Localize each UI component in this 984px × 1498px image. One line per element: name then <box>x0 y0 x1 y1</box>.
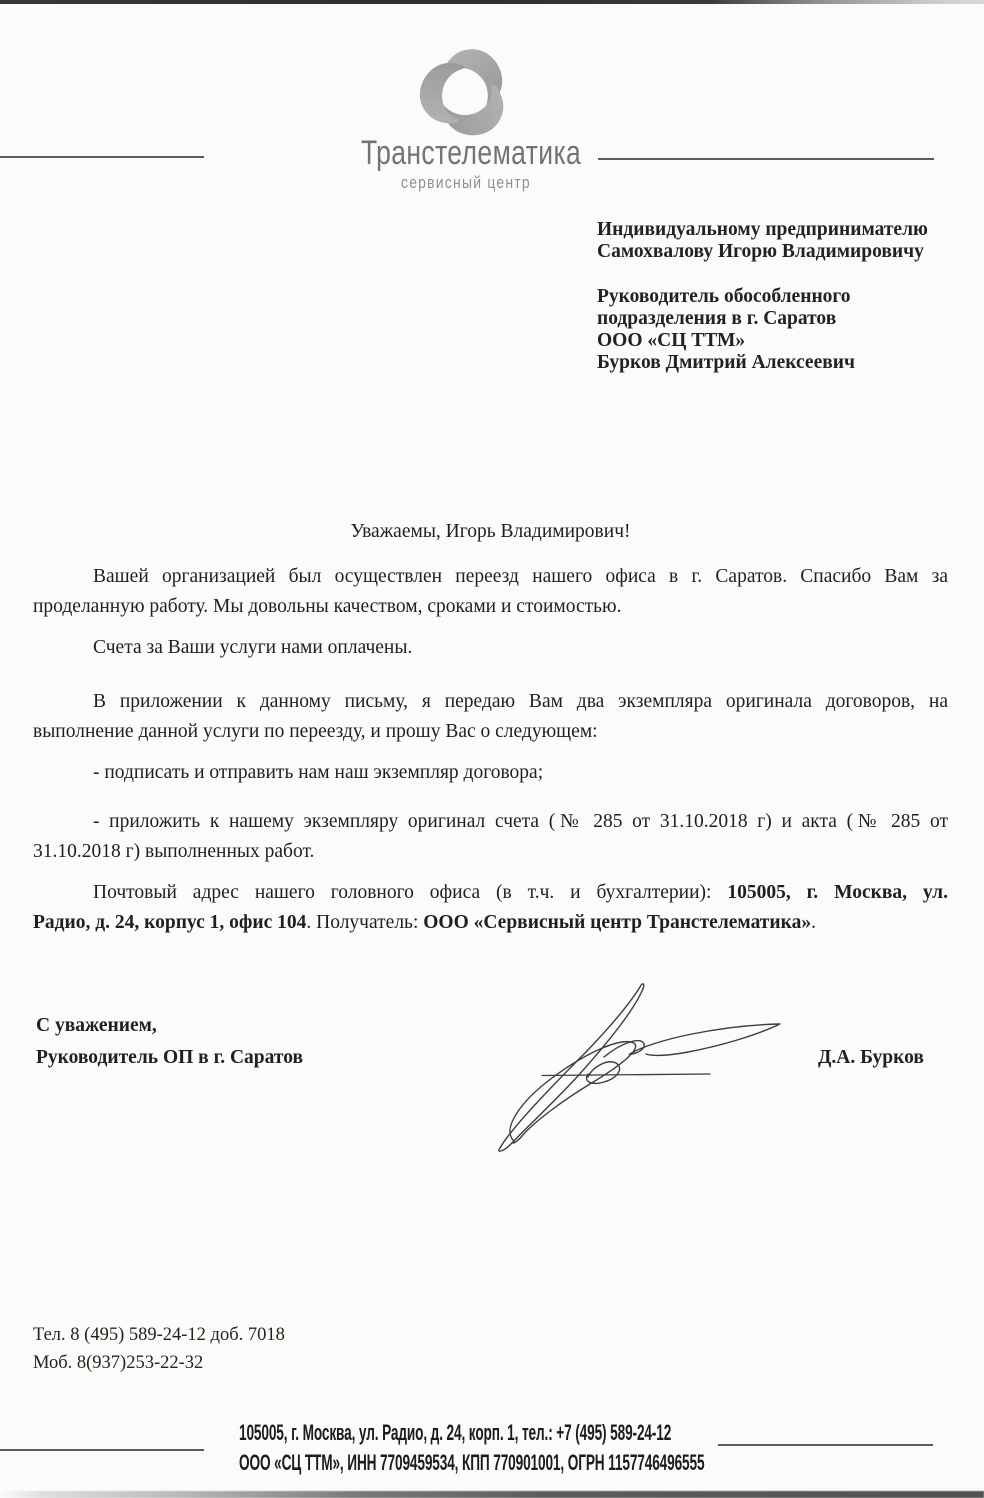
postal-recipient-label: . Получатель: <box>306 912 424 933</box>
paragraph-line: - подписать и отправить нам наш экземпляр договора; <box>93 762 544 783</box>
phone-line: Тел. 8 (495) 589-24-12 доб. 7018 <box>33 1325 285 1345</box>
scan-edge-top <box>0 0 984 4</box>
postal-intro: Почтовый адрес нашего головного офиса (в т.ч. и бухгалтерии): <box>93 882 728 903</box>
brand-name: Транстелематика <box>361 134 582 172</box>
recipient-line: подразделения в г. Саратов <box>597 308 837 329</box>
postal-address-bold: Радио, д. 24, корпус 1, офис 104 <box>33 912 307 933</box>
paragraph-line <box>33 908 948 938</box>
recipient-line: Самохвалову Игорю Владимировичу <box>597 241 924 262</box>
scan-edge-bottom <box>0 1491 984 1498</box>
header-rule-right <box>598 158 934 160</box>
footer-rule-right <box>718 1444 933 1446</box>
footer-requisites <box>239 1418 705 1478</box>
paragraph-line: - приложить к нашему экземпляру оригинал счета (№ 285 от 31.10.2018 г) и акта (№ 285 от <box>93 811 948 832</box>
recipient-line: Индивидуальному предпринимателю <box>597 219 928 240</box>
recipient-line: Бурков Дмитрий Алексеевич <box>597 352 855 373</box>
paragraph-line: В приложении к данному письму, я передаю Вам два экземпляра оригинала договоров, на <box>93 691 948 712</box>
salutation: Уважаемы, Игорь Владимирович! <box>350 521 631 542</box>
paragraph-line: выполнение данной услуги по переезду, и прошу Вас о следующем: <box>33 721 598 742</box>
footer-rule-left <box>0 1449 204 1451</box>
recipient-line: Руководитель обособленного <box>597 286 851 307</box>
recipient-block <box>597 219 949 374</box>
paragraph-line: 31.10.2018 г) выполненных работ. <box>33 841 315 862</box>
brand-logo-icon <box>418 44 512 138</box>
postal-recipient-bold: ООО «Сервисный центр Транстелематика» <box>423 912 812 933</box>
footer-company-line: ООО «СЦ ТТМ», ИНН 7709459534, КПП 770901001, ОГРН 1157746496555 <box>239 1450 705 1475</box>
brand-subtitle: сервисный центр <box>401 173 531 192</box>
list-item-sign-contract <box>33 758 948 788</box>
paragraph-line: Счета за Ваши услуги нами оплачены. <box>93 637 413 658</box>
list-item-attach-originals <box>33 807 948 867</box>
paragraph-thanks <box>33 562 948 622</box>
contact-block <box>33 1321 285 1377</box>
paragraph-attachments <box>33 687 948 747</box>
mobile-line: Моб. 8(937)253-22-32 <box>33 1353 204 1373</box>
closing-regards: С уважением, <box>36 1015 157 1036</box>
paragraph-postal-address <box>33 878 948 938</box>
signer-name: Д.А. Бурков <box>818 1047 924 1068</box>
paragraph-line: проделанную работу. Мы довольны качеством, сроками и стоимостью. <box>33 596 622 617</box>
header-rule-left <box>0 156 204 158</box>
signer-title: Руководитель ОП в г. Саратов <box>36 1047 304 1068</box>
paragraph-invoices-paid <box>33 633 948 663</box>
recipient-line: ООО «СЦ ТТМ» <box>597 330 746 351</box>
signature-scrawl <box>492 978 792 1153</box>
paragraph-line <box>33 878 948 908</box>
paragraph-line: Вашей организацией был осуществлен переезд нашего офиса в г. Саратов. Спасибо Вам за <box>93 566 948 587</box>
footer-address-line: 105005, г. Москва, ул. Радио, д. 24, корп. 1, тел.: +7 (495) 589-24-12 <box>239 1420 672 1445</box>
postal-address-bold: 105005, г. Москва, ул. <box>727 882 948 903</box>
postal-period: . <box>811 912 816 933</box>
